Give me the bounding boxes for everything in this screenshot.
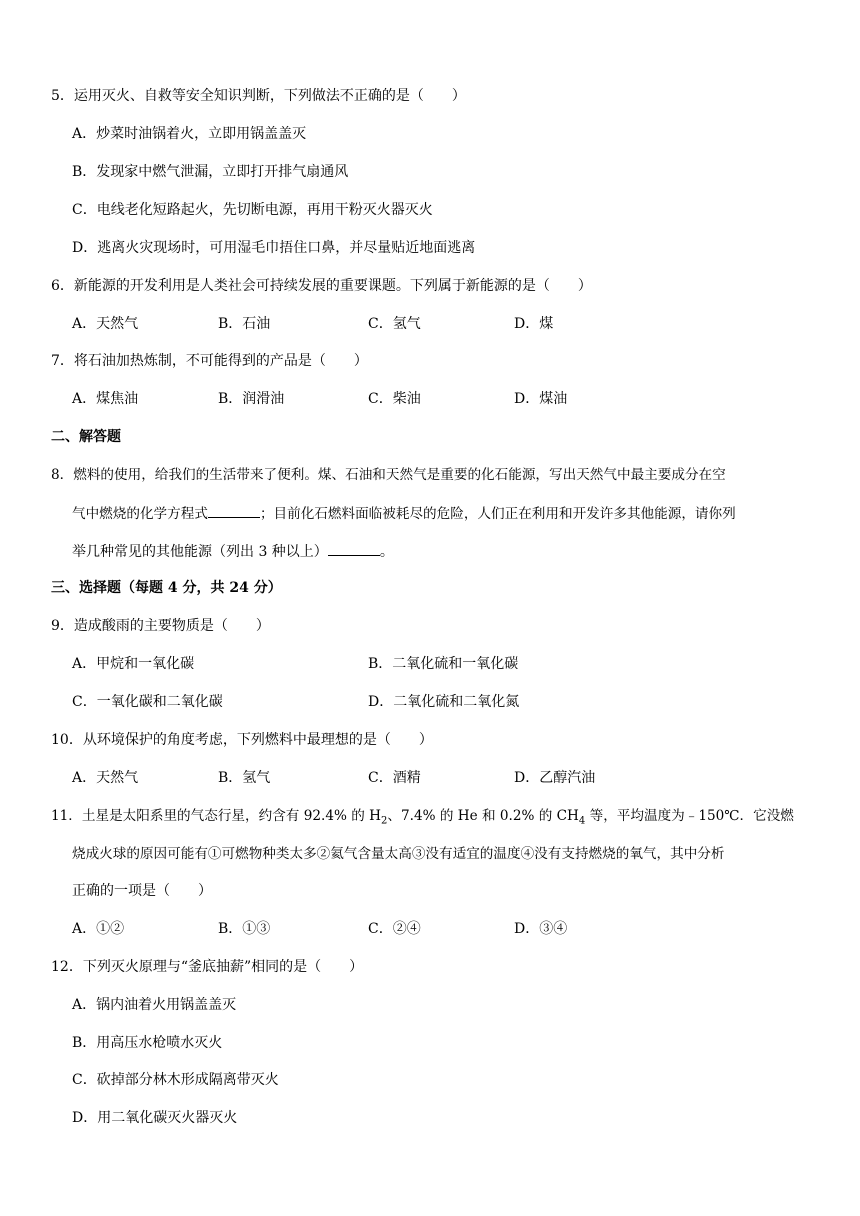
question-6-option-d: D．煤	[514, 316, 554, 332]
question-8-line-3	[72, 541, 394, 562]
question-11-option-c: C．②④	[368, 921, 421, 937]
question-9-stem: 9．造成酸雨的主要物质是（ ）	[51, 618, 270, 634]
subscript-ch4: 4	[578, 815, 586, 827]
question-10-option-d: D．乙醇汽油	[514, 770, 596, 786]
question-7-stem: 7．将石油加热炼制，不可能得到的产品是（ ）	[51, 353, 368, 369]
section-3-heading: 三、选择题（每题 4 分，共 24 分）	[51, 580, 282, 596]
question-9-option-d: D．二氧化硫和二氧化氮	[368, 694, 520, 710]
question-11-option-d: D．③④	[514, 921, 568, 937]
question-11-line-1-part-b: 、7.4% 的 He 和 0.2% 的 CH	[387, 808, 579, 824]
question-9-option-a: A．甲烷和一氧化碳	[72, 656, 195, 672]
question-6-stem: 6．新能源的开发利用是人类社会可持续发展的重要课题。下列属于新能源的是（ ）	[51, 278, 592, 294]
answer-blank-energy[interactable]	[328, 541, 380, 556]
question-8-line-2-text-a: 气中燃烧的化学方程式	[72, 506, 208, 522]
question-7-option-b: B．润滑油	[218, 391, 285, 407]
question-5-option-a: A．炒菜时油锅着火，立即用锅盖盖灭	[72, 126, 307, 142]
question-8-line-2-text-b: ；目前化石燃料面临被耗尽的危险，人们正在利用和开发许多其他能源，请你列	[259, 506, 736, 522]
question-10-option-a: A．天然气	[72, 770, 139, 786]
question-12-option-b: B．用高压水枪喷水灭火	[72, 1035, 223, 1051]
question-7-option-a: A．煤焦油	[72, 391, 139, 407]
question-8-line-2	[72, 503, 736, 524]
question-12-option-c: C．砍掉部分林木形成隔离带灭火	[72, 1072, 279, 1088]
question-10-option-b: B．氢气	[218, 770, 271, 786]
question-12-stem: 12．下列灭火原理与“釜底抽薪”相同的是（ ）	[51, 959, 364, 975]
question-7-option-c: C．柴油	[368, 391, 421, 407]
answer-blank-equation[interactable]	[208, 503, 260, 518]
question-12-option-d: D．用二氧化碳灭火器灭火	[72, 1110, 238, 1126]
question-11-line-1	[51, 806, 794, 826]
question-10-stem: 10．从环境保护的角度考虑，下列燃料中最理想的是（ ）	[51, 732, 433, 748]
question-8-line-3-text-b: 。	[379, 544, 394, 560]
question-11-line-3: 正确的一项是（ ）	[72, 883, 212, 899]
subscript-h2: 2	[381, 815, 388, 827]
question-9-option-b: B．二氧化硫和一氧化碳	[368, 656, 519, 672]
question-6-option-b: B．石油	[218, 316, 271, 332]
question-12-option-a: A．锅内油着火用锅盖盖灭	[72, 997, 237, 1013]
question-6-option-a: A．天然气	[72, 316, 139, 332]
question-10-option-c: C．酒精	[368, 770, 421, 786]
question-11-line-1-part-a: 11．土星是太阳系里的气态行星，约含有 92.4% 的 H	[51, 808, 381, 824]
question-11-option-b: B．①③	[218, 921, 271, 937]
question-5-option-b: B．发现家中燃气泄漏，立即打开排气扇通风	[72, 164, 349, 180]
question-6-option-c: C．氢气	[368, 316, 421, 332]
question-11-line-1-part-c: 等，平均温度为﹣150℃．它没燃	[585, 808, 794, 824]
question-5-stem: 5．运用灭火、自救等安全知识判断，下列做法不正确的是（ ）	[51, 88, 466, 104]
question-5-option-d: D．逃离火灾现场时，可用湿毛巾捂住口鼻，并尽量贴近地面逃离	[72, 240, 476, 256]
question-8-line-3-text-a: 举几种常见的其他能源（列出 3 种以上）	[72, 544, 328, 560]
question-7-option-d: D．煤油	[514, 391, 568, 407]
question-5-option-c: C．电线老化短路起火，先切断电源，再用干粉灭火器灭火	[72, 202, 433, 218]
question-11-line-2: 烧成火球的原因可能有①可燃物种类太多②氦气含量太高③没有适宜的温度④没有支持燃烧的氧气，其中分析	[72, 846, 725, 862]
question-9-option-c: C．一氧化碳和二氧化碳	[72, 694, 223, 710]
question-11-option-a: A．①②	[72, 921, 125, 937]
question-8-line-1: 8．燃料的使用，给我们的生活带来了便利。煤、石油和天然气是重要的化石能源，写出天然气中最主要成分在空	[51, 467, 726, 483]
section-2-heading: 二、解答题	[51, 429, 121, 445]
